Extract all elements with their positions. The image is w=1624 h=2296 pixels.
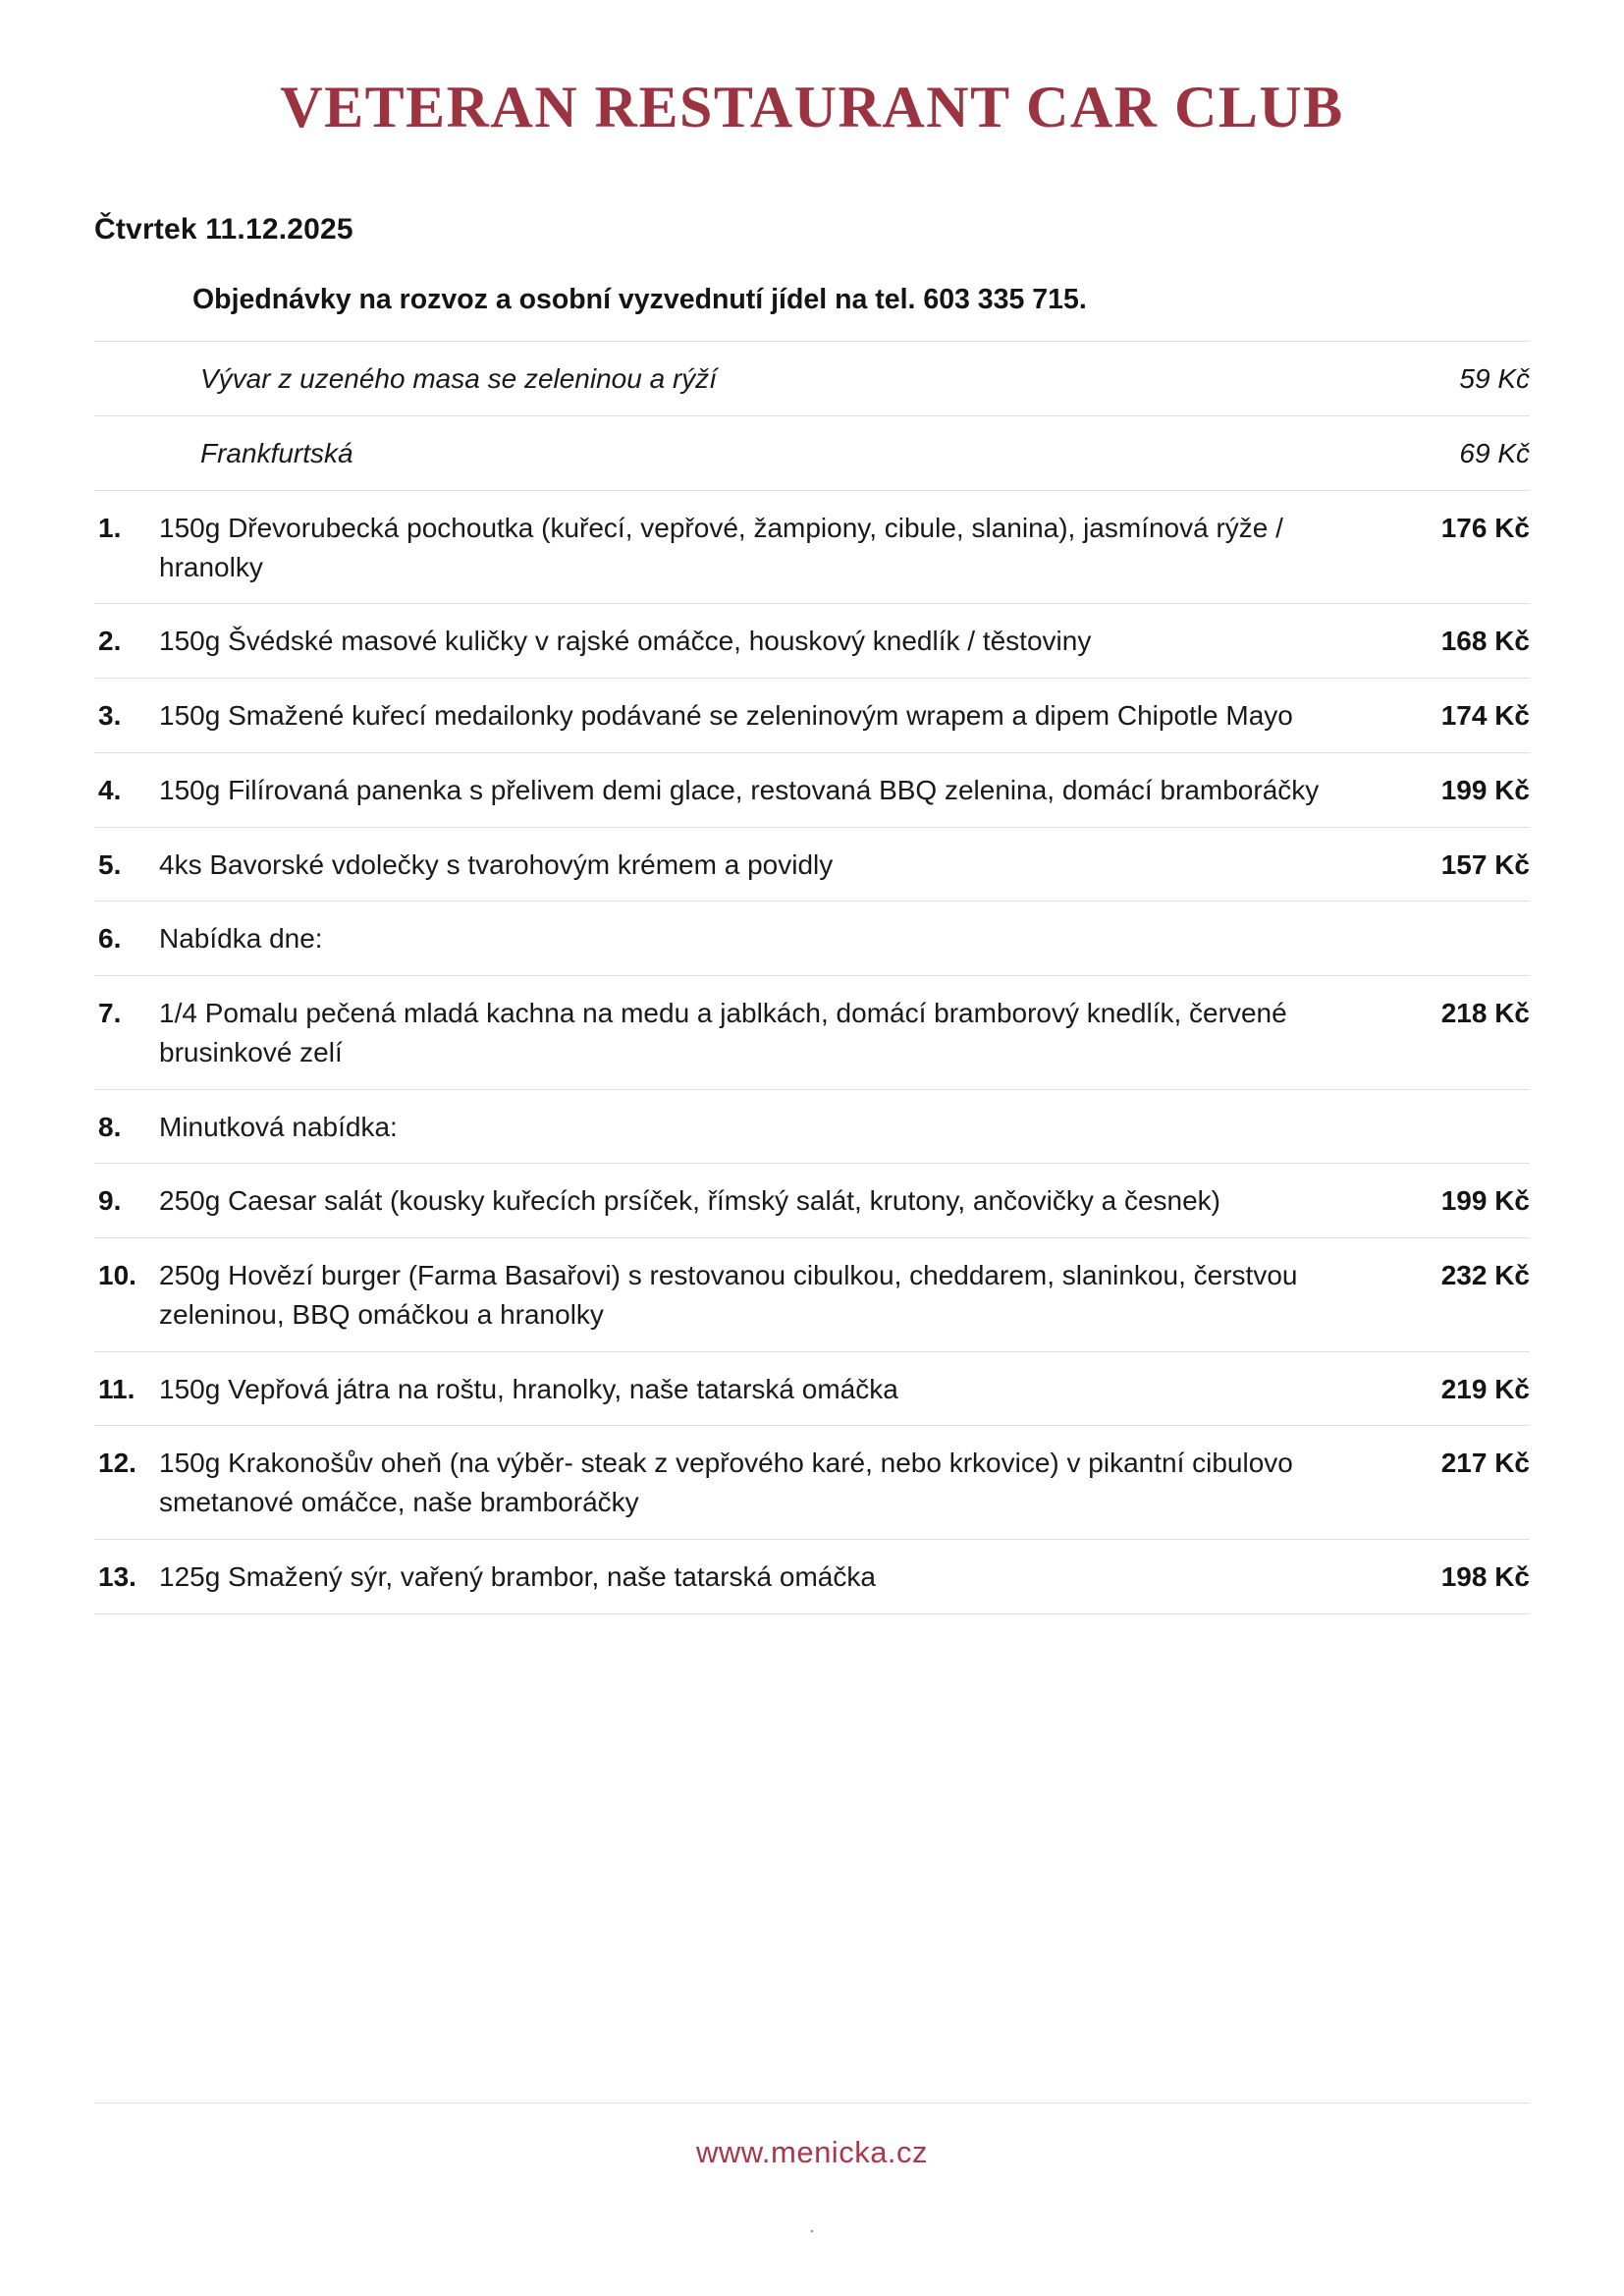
menu-item-name: Nabídka dne: <box>159 923 323 955</box>
menu-item-row <box>94 1425 1530 1539</box>
menu-item-row <box>94 1539 1530 1614</box>
menu-item-price: 157 Kč <box>1440 848 1530 880</box>
soup-name: Vývar z uzeného masa se zeleninou a rýží <box>200 363 718 395</box>
menu-item-row <box>94 603 1530 678</box>
menu-item-number: 9. <box>98 1185 122 1217</box>
menu-item-number: 4. <box>98 774 122 805</box>
menu-item-name: 150g Krakonošův oheň (na výběr- steak z vepřového karé, nebo krkovice) v pikantní cibulovo smetanové omáčce, naše bramboráčky <box>159 1448 1293 1518</box>
menu-item-row <box>94 1237 1530 1351</box>
menu-item-name: 150g Dřevorubecká pochoutka (kuřecí, vepřové, žampiony, cibule, slanina), jasmínová rýže / hranolky <box>159 512 1283 582</box>
soup-row <box>94 341 1530 415</box>
footer-website-link[interactable]: www.menicka.cz <box>695 2135 929 2169</box>
menu-item-row <box>94 1163 1530 1237</box>
order-notice: Objednávky na rozvoz a osobní vyzvednutí jídel na tel. 603 335 715. <box>192 284 1087 315</box>
menu-item-row <box>94 1351 1530 1426</box>
menu-item-price: 199 Kč <box>1440 774 1530 805</box>
page-mark: . <box>809 2216 815 2236</box>
menu-item-price: 218 Kč <box>1440 998 1530 1029</box>
menu-item-price: 176 Kč <box>1440 512 1530 543</box>
menu-item-row <box>94 752 1530 827</box>
menu-item-number: 10. <box>98 1260 136 1291</box>
menu-item-price: 232 Kč <box>1440 1260 1530 1291</box>
menu-item-row <box>94 678 1530 752</box>
menu-item-row <box>94 490 1530 604</box>
soup-row <box>94 415 1530 490</box>
menu-item-row <box>94 827 1530 902</box>
menu-item-row <box>94 901 1530 975</box>
menu-item-number: 1. <box>98 512 122 543</box>
menu-item-row <box>94 1089 1530 1164</box>
menu-item-price: 199 Kč <box>1440 1185 1530 1217</box>
footer <box>0 2135 1624 2170</box>
menu-item-number: 13. <box>98 1560 136 1592</box>
menu-item-number: 2. <box>98 626 122 657</box>
menu-list <box>0 341 1624 1613</box>
menu-item-name: Minutková nabídka: <box>159 1111 398 1142</box>
menu-item-name: 250g Hovězí burger (Farma Basařovi) s restovanou cibulkou, cheddarem, slaninkou, čerstvou zeleninou, BBQ omáčkou a hranolky <box>159 1260 1298 1330</box>
menu-item-name: 1/4 Pomalu pečená mladá kachna na medu a jablkách, domácí bramborový knedlík, červené brusinkové zelí <box>159 998 1287 1067</box>
soup-price: 69 Kč <box>1459 438 1530 469</box>
soup-name: Frankfurtská <box>200 438 353 469</box>
menu-item-name: 125g Smažený sýr, vařený brambor, naše tatarská omáčka <box>159 1560 876 1592</box>
menu-item-number: 12. <box>98 1448 136 1479</box>
menu-item-name: 250g Caesar salát (kousky kuřecích prsíček, římský salát, krutony, ančovičky a česnek) <box>159 1185 1221 1217</box>
menu-item-number: 7. <box>98 998 122 1029</box>
menu-item-row <box>94 975 1530 1089</box>
menu-item-name: 150g Vepřová játra na roštu, hranolky, naše tatarská omáčka <box>159 1373 898 1404</box>
page-title: VETERAN RESTAURANT CAR CLUB <box>280 75 1344 139</box>
menu-date: Čtvrtek 11.12.2025 <box>94 213 353 246</box>
menu-item-price: 198 Kč <box>1440 1560 1530 1592</box>
menu-item-price: 168 Kč <box>1440 626 1530 657</box>
menu-item-price: 217 Kč <box>1440 1448 1530 1479</box>
menu-item-number: 3. <box>98 700 122 732</box>
menu-item-name: 150g Smažené kuřecí medailonky podávané se zeleninovým wrapem a dipem Chipotle Mayo <box>159 700 1293 732</box>
menu-item-price: 174 Kč <box>1440 700 1530 732</box>
menu-item-number: 11. <box>98 1373 135 1404</box>
footer-divider <box>94 2103 1530 2104</box>
menu-item-price: 219 Kč <box>1440 1373 1530 1404</box>
menu-item-number: 8. <box>98 1111 122 1142</box>
menu-item-number: 6. <box>98 923 122 955</box>
menu-item-name: 150g Filírovaná panenka s přelivem demi glace, restovaná BBQ zelenina, domácí bramboráčky <box>159 774 1320 805</box>
menu-item-name: 4ks Bavorské vdolečky s tvarohovým krémem a povidly <box>159 848 834 880</box>
soup-price: 59 Kč <box>1459 363 1530 395</box>
menu-item-name: 150g Švédské masové kuličky v rajské omáčce, houskový knedlík / těstoviny <box>159 626 1092 657</box>
title-area <box>0 0 1624 138</box>
menu-item-number: 5. <box>98 848 122 880</box>
